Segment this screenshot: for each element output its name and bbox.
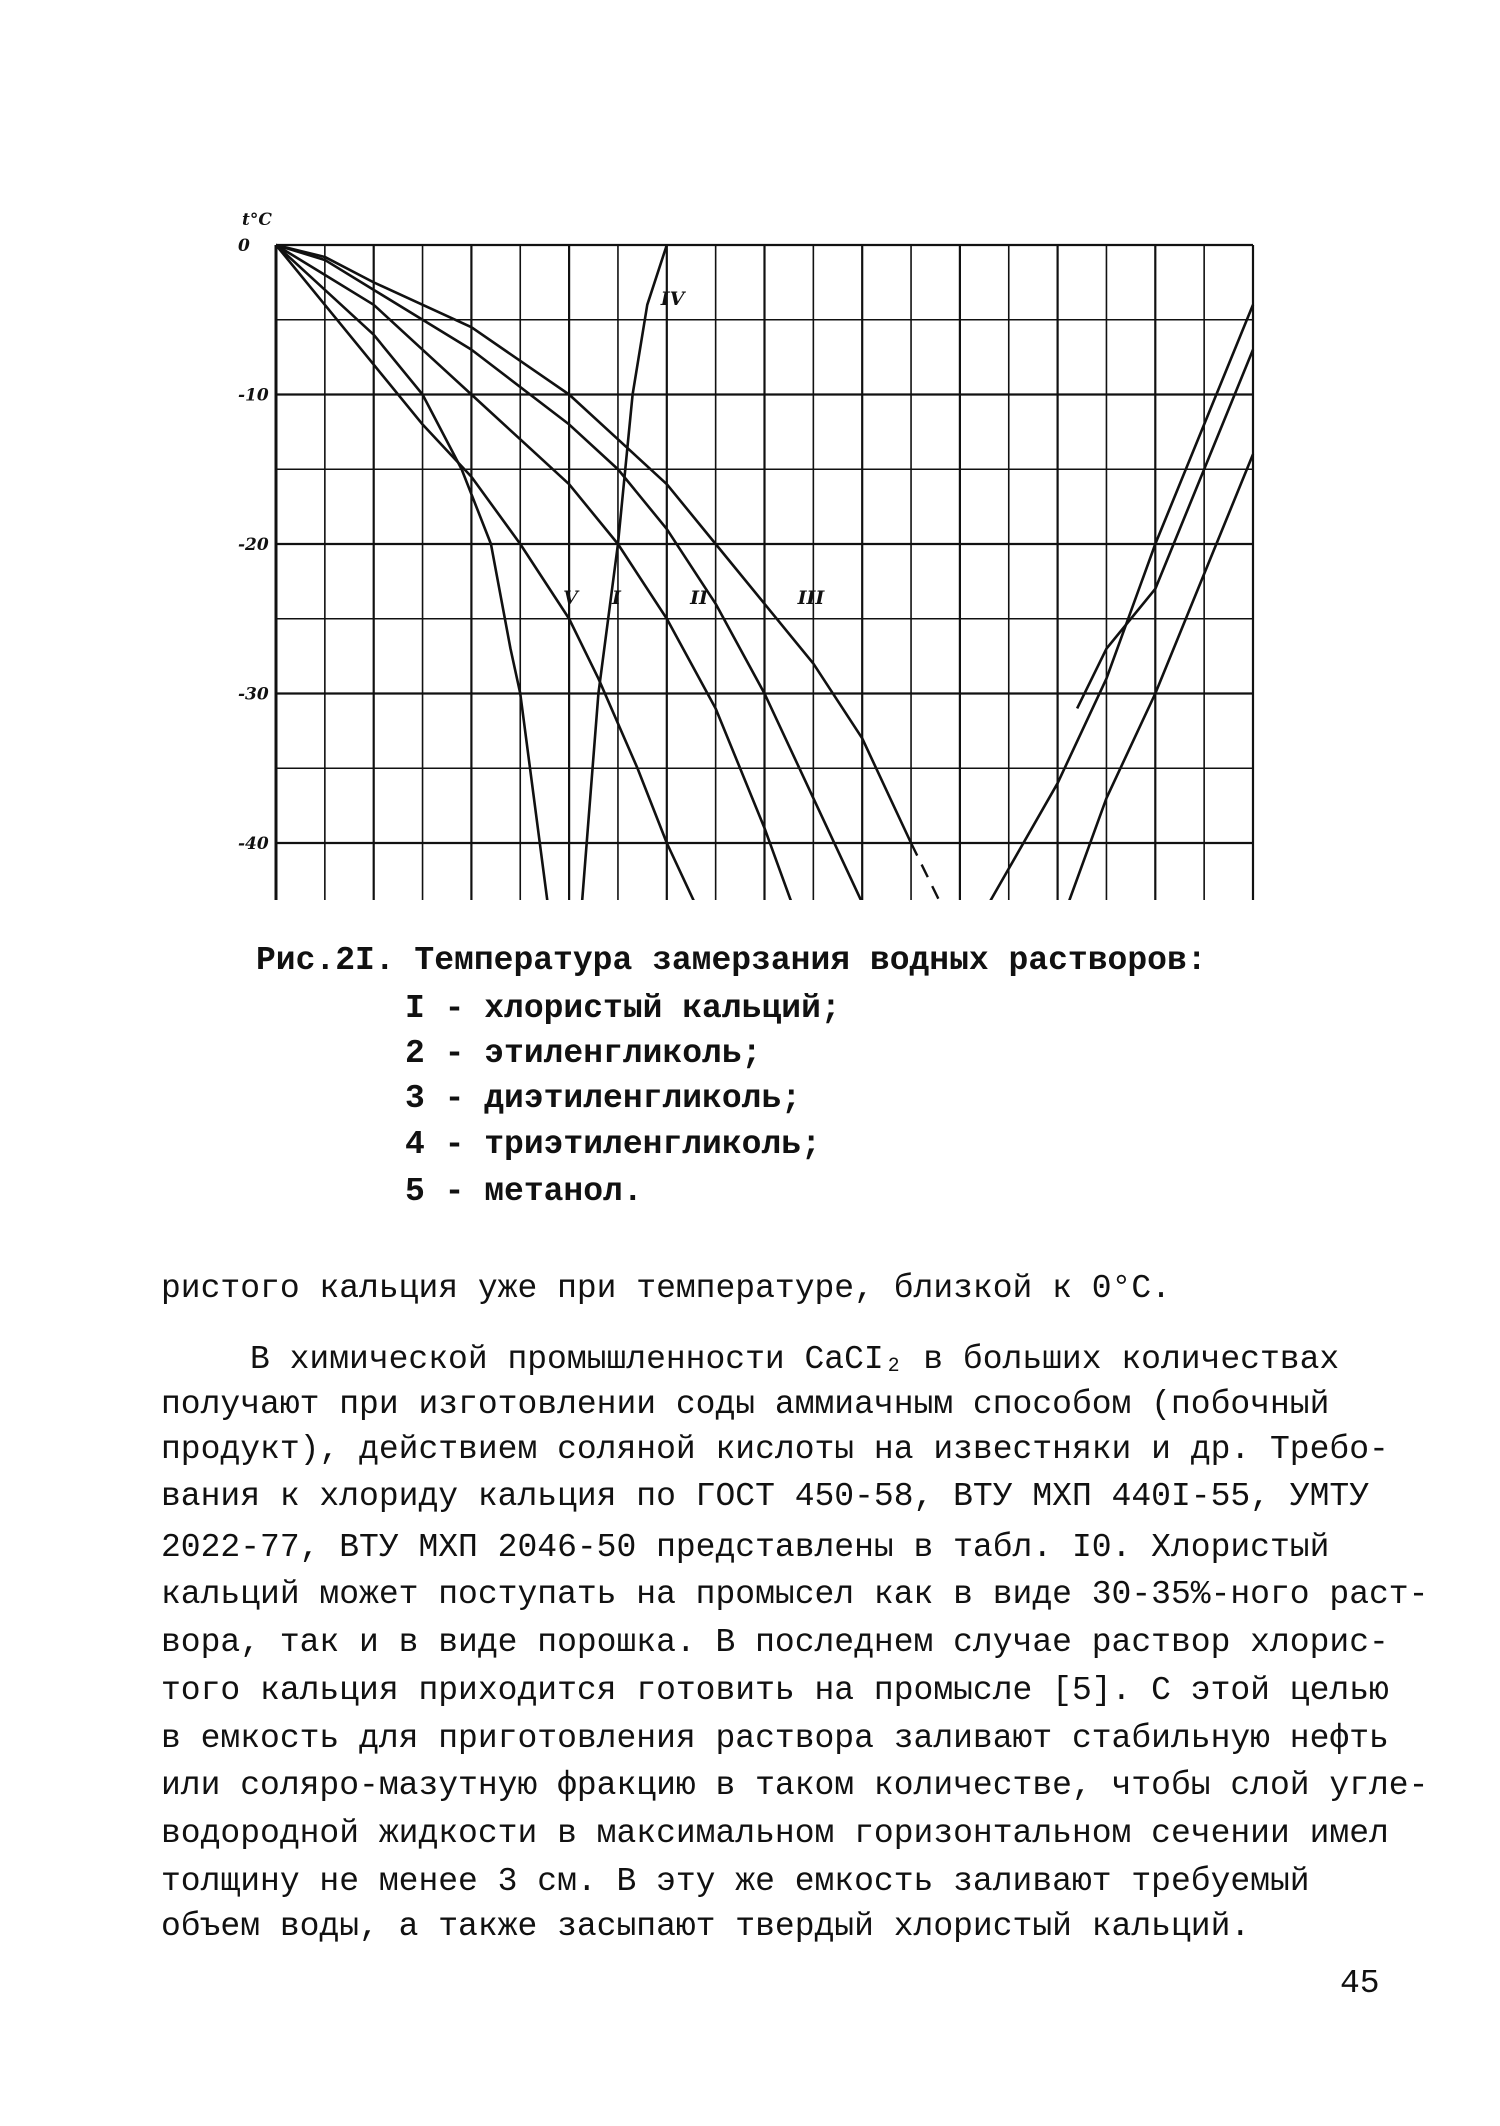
body-line: ристого кальция уже при температуре, близкой к 0°С.: [161, 1270, 1171, 1307]
caption-item: I - хлористый кальций;: [405, 990, 841, 1027]
y-tick-label: 0: [238, 236, 250, 256]
y-axis-label: t°C: [242, 210, 272, 230]
body-line: вора, так и в виде порошка. В последнем случае раствор хлорис-: [161, 1624, 1389, 1661]
body-line: или соляро-мазутную фракцию в таком количестве, чтобы слой угле-: [161, 1767, 1429, 1804]
body-line: в емкость для приготовления раствора заливают стабильную нефть: [161, 1720, 1389, 1757]
caption-item: 4 - триэтиленгликоль;: [405, 1126, 821, 1163]
caption-item: 5 - метанол.: [405, 1173, 643, 1210]
body-line: толщину не менее 3 см. В эту же емкость заливают требуемый: [161, 1863, 1310, 1900]
body-line: кальций может поступать на промысел как в виде 30-35%-ного раст-: [161, 1576, 1429, 1613]
curve-label: I: [611, 586, 621, 609]
body-line: 2022-77, ВТУ МХП 2046-50 представлены в табл. I0. Хлористый: [161, 1529, 1330, 1566]
body-line: водородной жидкости в максимальном горизонтальном сечении имел: [161, 1815, 1389, 1852]
y-tick-label: -20: [238, 535, 269, 555]
curve-label: II: [690, 586, 708, 609]
body-line: продукт), действием соляной кислоты на известняки и др. Требо-: [161, 1431, 1389, 1468]
series-line-dashed: [911, 843, 940, 900]
y-tick-label: -30: [238, 684, 269, 705]
body-line: того кальция приходится готовить на промысле [5]. С этой целью: [161, 1672, 1389, 1709]
freezing-point-chart: [0, 0, 1500, 900]
series-line: [276, 245, 813, 900]
y-tick-label: -10: [238, 385, 269, 406]
body-line: объем воды, а также засыпают твердый хлористый кальций.: [161, 1908, 1251, 1945]
body-line: получают при изготовлении соды аммиачным способом (побочный: [161, 1386, 1330, 1423]
body-line: В химической промышленности CaCI₂ в больших количествах: [250, 1341, 1340, 1378]
body-line: вания к хлориду кальция по ГОСТ 450-58, ВТУ МХП 440I-55, УМТУ: [161, 1478, 1369, 1515]
series-line: [1077, 350, 1253, 709]
curve-label: III: [797, 586, 825, 609]
y-tick-label: -40: [238, 834, 269, 854]
page-number: 45: [1340, 1965, 1380, 2002]
caption-item: 3 - диэтиленгликоль;: [405, 1080, 802, 1117]
curve-label: V: [563, 586, 578, 609]
caption-item: 2 - этиленгликоль;: [405, 1035, 762, 1072]
figure-caption-title: Рис.2I. Температура замерзания водных растворов:: [256, 942, 1207, 979]
curve-label: IV: [660, 287, 685, 310]
